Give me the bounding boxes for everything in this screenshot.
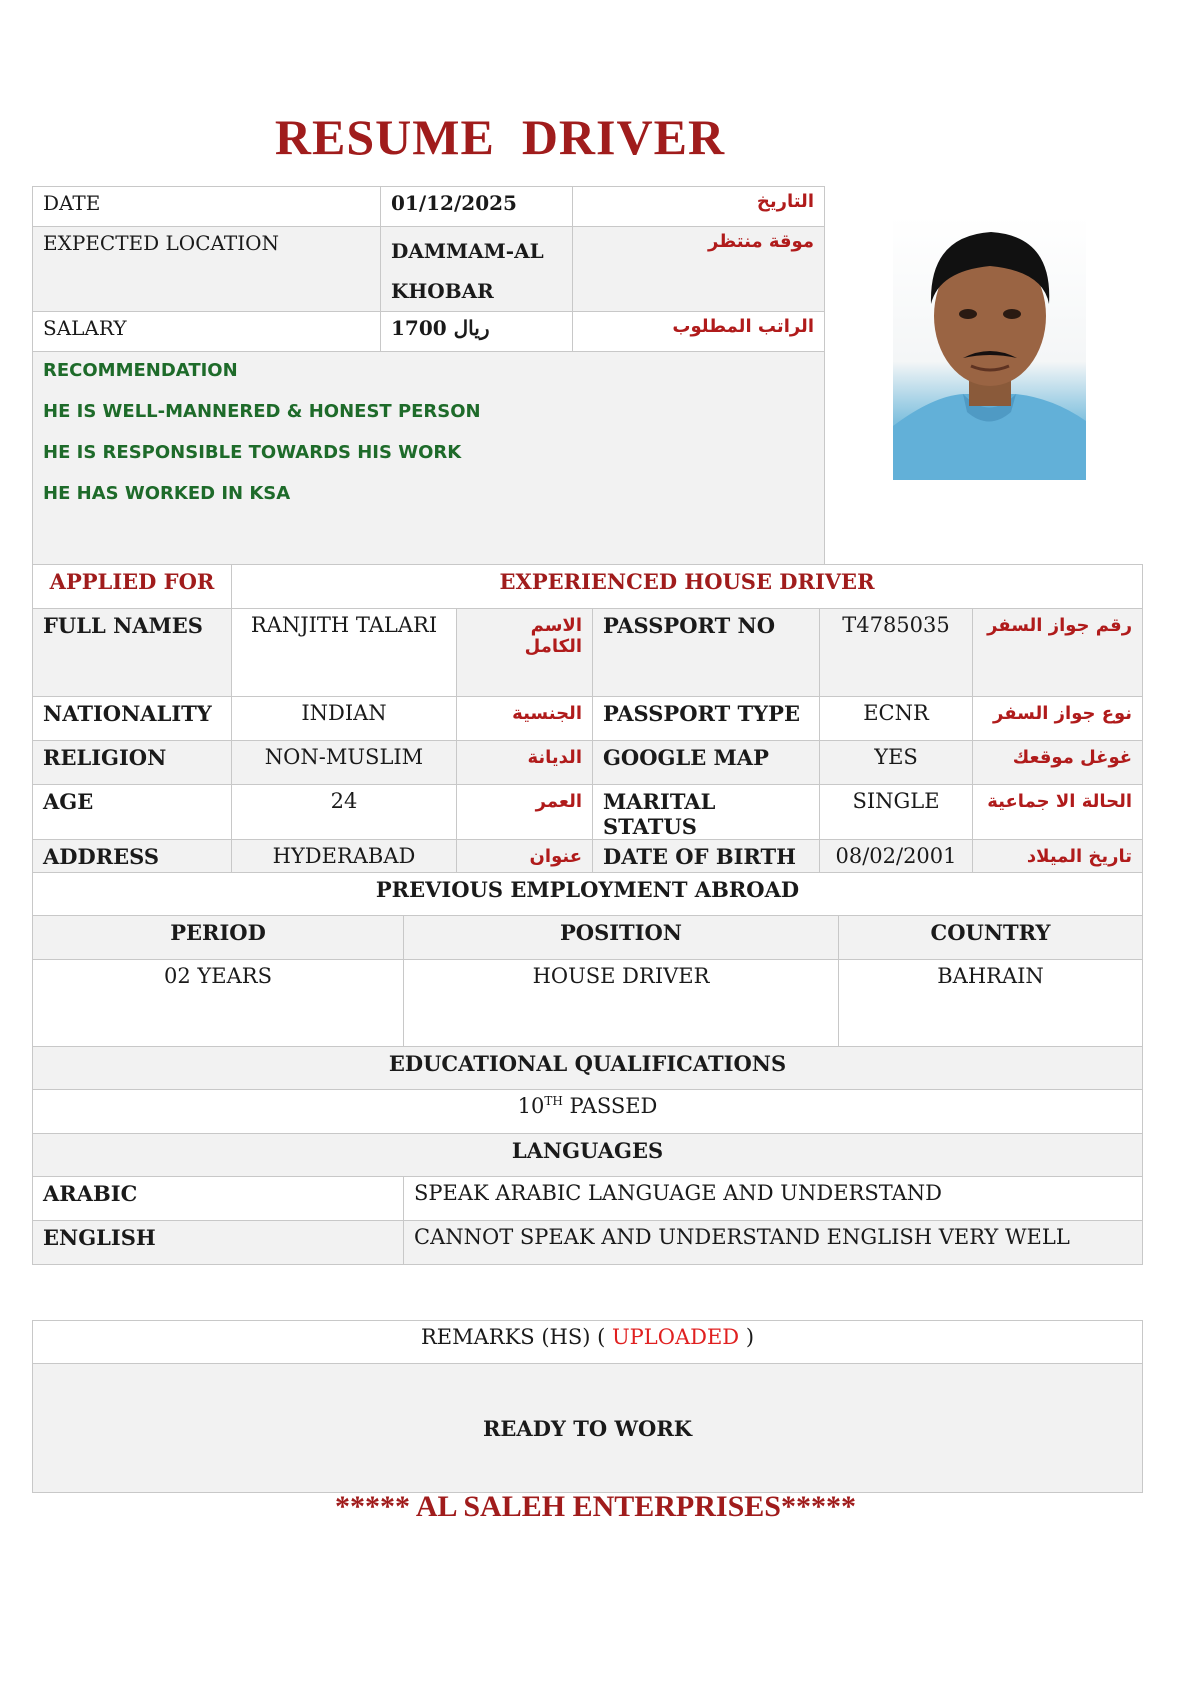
date-of-birth-arabic: تاريخ الميلاد	[973, 840, 1143, 884]
employment-heading-row	[33, 873, 1143, 916]
religion-label: RELIGION	[33, 741, 232, 785]
company-footer: ***** AL SALEH ENTERPRISES*****	[335, 1490, 856, 1523]
marital-status-value: SINGLE	[820, 785, 973, 840]
age-arabic: العمر	[457, 785, 593, 840]
education-grade: 10	[517, 1094, 545, 1118]
religion-value: NON-MUSLIM	[232, 741, 457, 785]
person-silhouette-icon	[893, 216, 1086, 480]
religion-arabic: الديانة	[457, 741, 593, 785]
employment-heading: PREVIOUS EMPLOYMENT ABROAD	[33, 873, 1143, 916]
remarks-body-row	[33, 1364, 1143, 1493]
detail-row	[33, 741, 1143, 785]
language-english-desc: CANNOT SPEAK AND UNDERSTAND ENGLISH VERY WELL	[404, 1221, 1143, 1265]
salary-label: SALARY	[33, 312, 381, 352]
language-arabic-name: ARABIC	[33, 1177, 404, 1221]
date-of-birth-value: 08/02/2001	[820, 840, 973, 884]
date-of-birth-label: DATE OF BIRTH	[593, 840, 820, 884]
date-value: 01/12/2025	[381, 187, 573, 227]
detail-row	[33, 697, 1143, 741]
page-title: RESUME DRIVER	[274, 109, 726, 165]
passport-no-value: T4785035	[820, 609, 973, 697]
remarks-suffix: )	[739, 1325, 755, 1349]
top-info-table	[32, 186, 825, 570]
marital-status-label: MARITAL STATUS	[593, 785, 820, 840]
passport-type-value: ECNR	[820, 697, 973, 741]
nationality-arabic: الجنسية	[457, 697, 593, 741]
age-value: 24	[232, 785, 457, 840]
history-table	[32, 872, 1143, 1265]
remarks-status: UPLOADED	[611, 1325, 740, 1349]
education-value	[33, 1090, 1143, 1134]
detail-row	[33, 785, 1143, 840]
recommendation-line: HE IS WELL-MANNERED & HONEST PERSON	[43, 401, 481, 422]
candidate-photo	[893, 216, 1086, 480]
nationality-value: INDIAN	[232, 697, 457, 741]
period-header: PERIOD	[33, 916, 404, 960]
marital-status-arabic: الحالة الا جماعية	[973, 785, 1143, 840]
salary-arabic: الراتب المطلوب	[573, 312, 825, 352]
google-map-arabic: غوغل موقعك	[973, 741, 1143, 785]
details-table	[32, 564, 1143, 884]
education-heading: EDUCATIONAL QUALIFICATIONS	[33, 1047, 1143, 1090]
passport-no-arabic: رقم جواز السفر	[973, 609, 1143, 697]
passport-type-arabic: نوع جواز السفر	[973, 697, 1143, 741]
detail-row	[33, 609, 1143, 697]
position-header: POSITION	[404, 916, 839, 960]
google-map-label: GOOGLE MAP	[593, 741, 820, 785]
google-map-value: YES	[820, 741, 973, 785]
applied-value: EXPERIENCED HOUSE DRIVER	[232, 565, 1143, 609]
remarks-table	[32, 1320, 1143, 1493]
applied-label: APPLIED FOR	[33, 565, 232, 609]
location-row	[33, 227, 825, 312]
remarks-heading-row	[33, 1321, 1143, 1364]
location-value: DAMMAM-AL KHOBAR	[381, 227, 573, 312]
date-label: DATE	[33, 187, 381, 227]
nationality-label: NATIONALITY	[33, 697, 232, 741]
recommendation-line: HE HAS WORKED IN KSA	[43, 483, 291, 504]
education-grade-suffix: TH	[544, 1094, 563, 1108]
date-arabic: التاريخ	[573, 187, 825, 227]
recommendation-heading: RECOMMENDATION	[43, 360, 238, 381]
address-value: HYDERABAD	[232, 840, 457, 884]
remarks-prefix: REMARKS (HS) (	[420, 1325, 612, 1349]
language-arabic-desc: SPEAK ARABIC LANGUAGE AND UNDERSTAND	[404, 1177, 1143, 1221]
employment-row	[33, 960, 1143, 1047]
recommendation-row	[33, 352, 825, 570]
education-heading-row	[33, 1047, 1143, 1090]
recommendation-box	[33, 352, 825, 570]
address-arabic: عنوان	[457, 840, 593, 884]
full-names-value: RANJITH TALARI	[232, 609, 457, 697]
languages-heading-row	[33, 1134, 1143, 1177]
languages-heading: LANGUAGES	[33, 1134, 1143, 1177]
language-row	[33, 1177, 1143, 1221]
language-row	[33, 1221, 1143, 1265]
remarks-heading	[33, 1321, 1143, 1364]
position-value: HOUSE DRIVER	[404, 960, 839, 1047]
age-label: AGE	[33, 785, 232, 840]
recommendation-line: HE IS RESPONSIBLE TOWARDS HIS WORK	[43, 442, 462, 463]
country-header: COUNTRY	[839, 916, 1143, 960]
employment-header-row	[33, 916, 1143, 960]
applied-row	[33, 565, 1143, 609]
full-names-label: FULL NAMES	[33, 609, 232, 697]
country-value: BAHRAIN	[839, 960, 1143, 1047]
passport-type-label: PASSPORT TYPE	[593, 697, 820, 741]
remarks-body: READY TO WORK	[33, 1364, 1143, 1493]
salary-row	[33, 312, 825, 352]
location-label: EXPECTED LOCATION	[33, 227, 381, 312]
education-status: PASSED	[562, 1094, 658, 1118]
location-arabic: موقة منتظر	[573, 227, 825, 312]
language-english-name: ENGLISH	[33, 1221, 404, 1265]
period-value: 02 YEARS	[33, 960, 404, 1047]
full-names-arabic: الاسم الكامل	[457, 609, 593, 697]
date-row	[33, 187, 825, 227]
education-row	[33, 1090, 1143, 1134]
passport-no-label: PASSPORT NO	[593, 609, 820, 697]
address-label: ADDRESS	[33, 840, 232, 884]
salary-value: 1700 ريال	[381, 312, 573, 352]
